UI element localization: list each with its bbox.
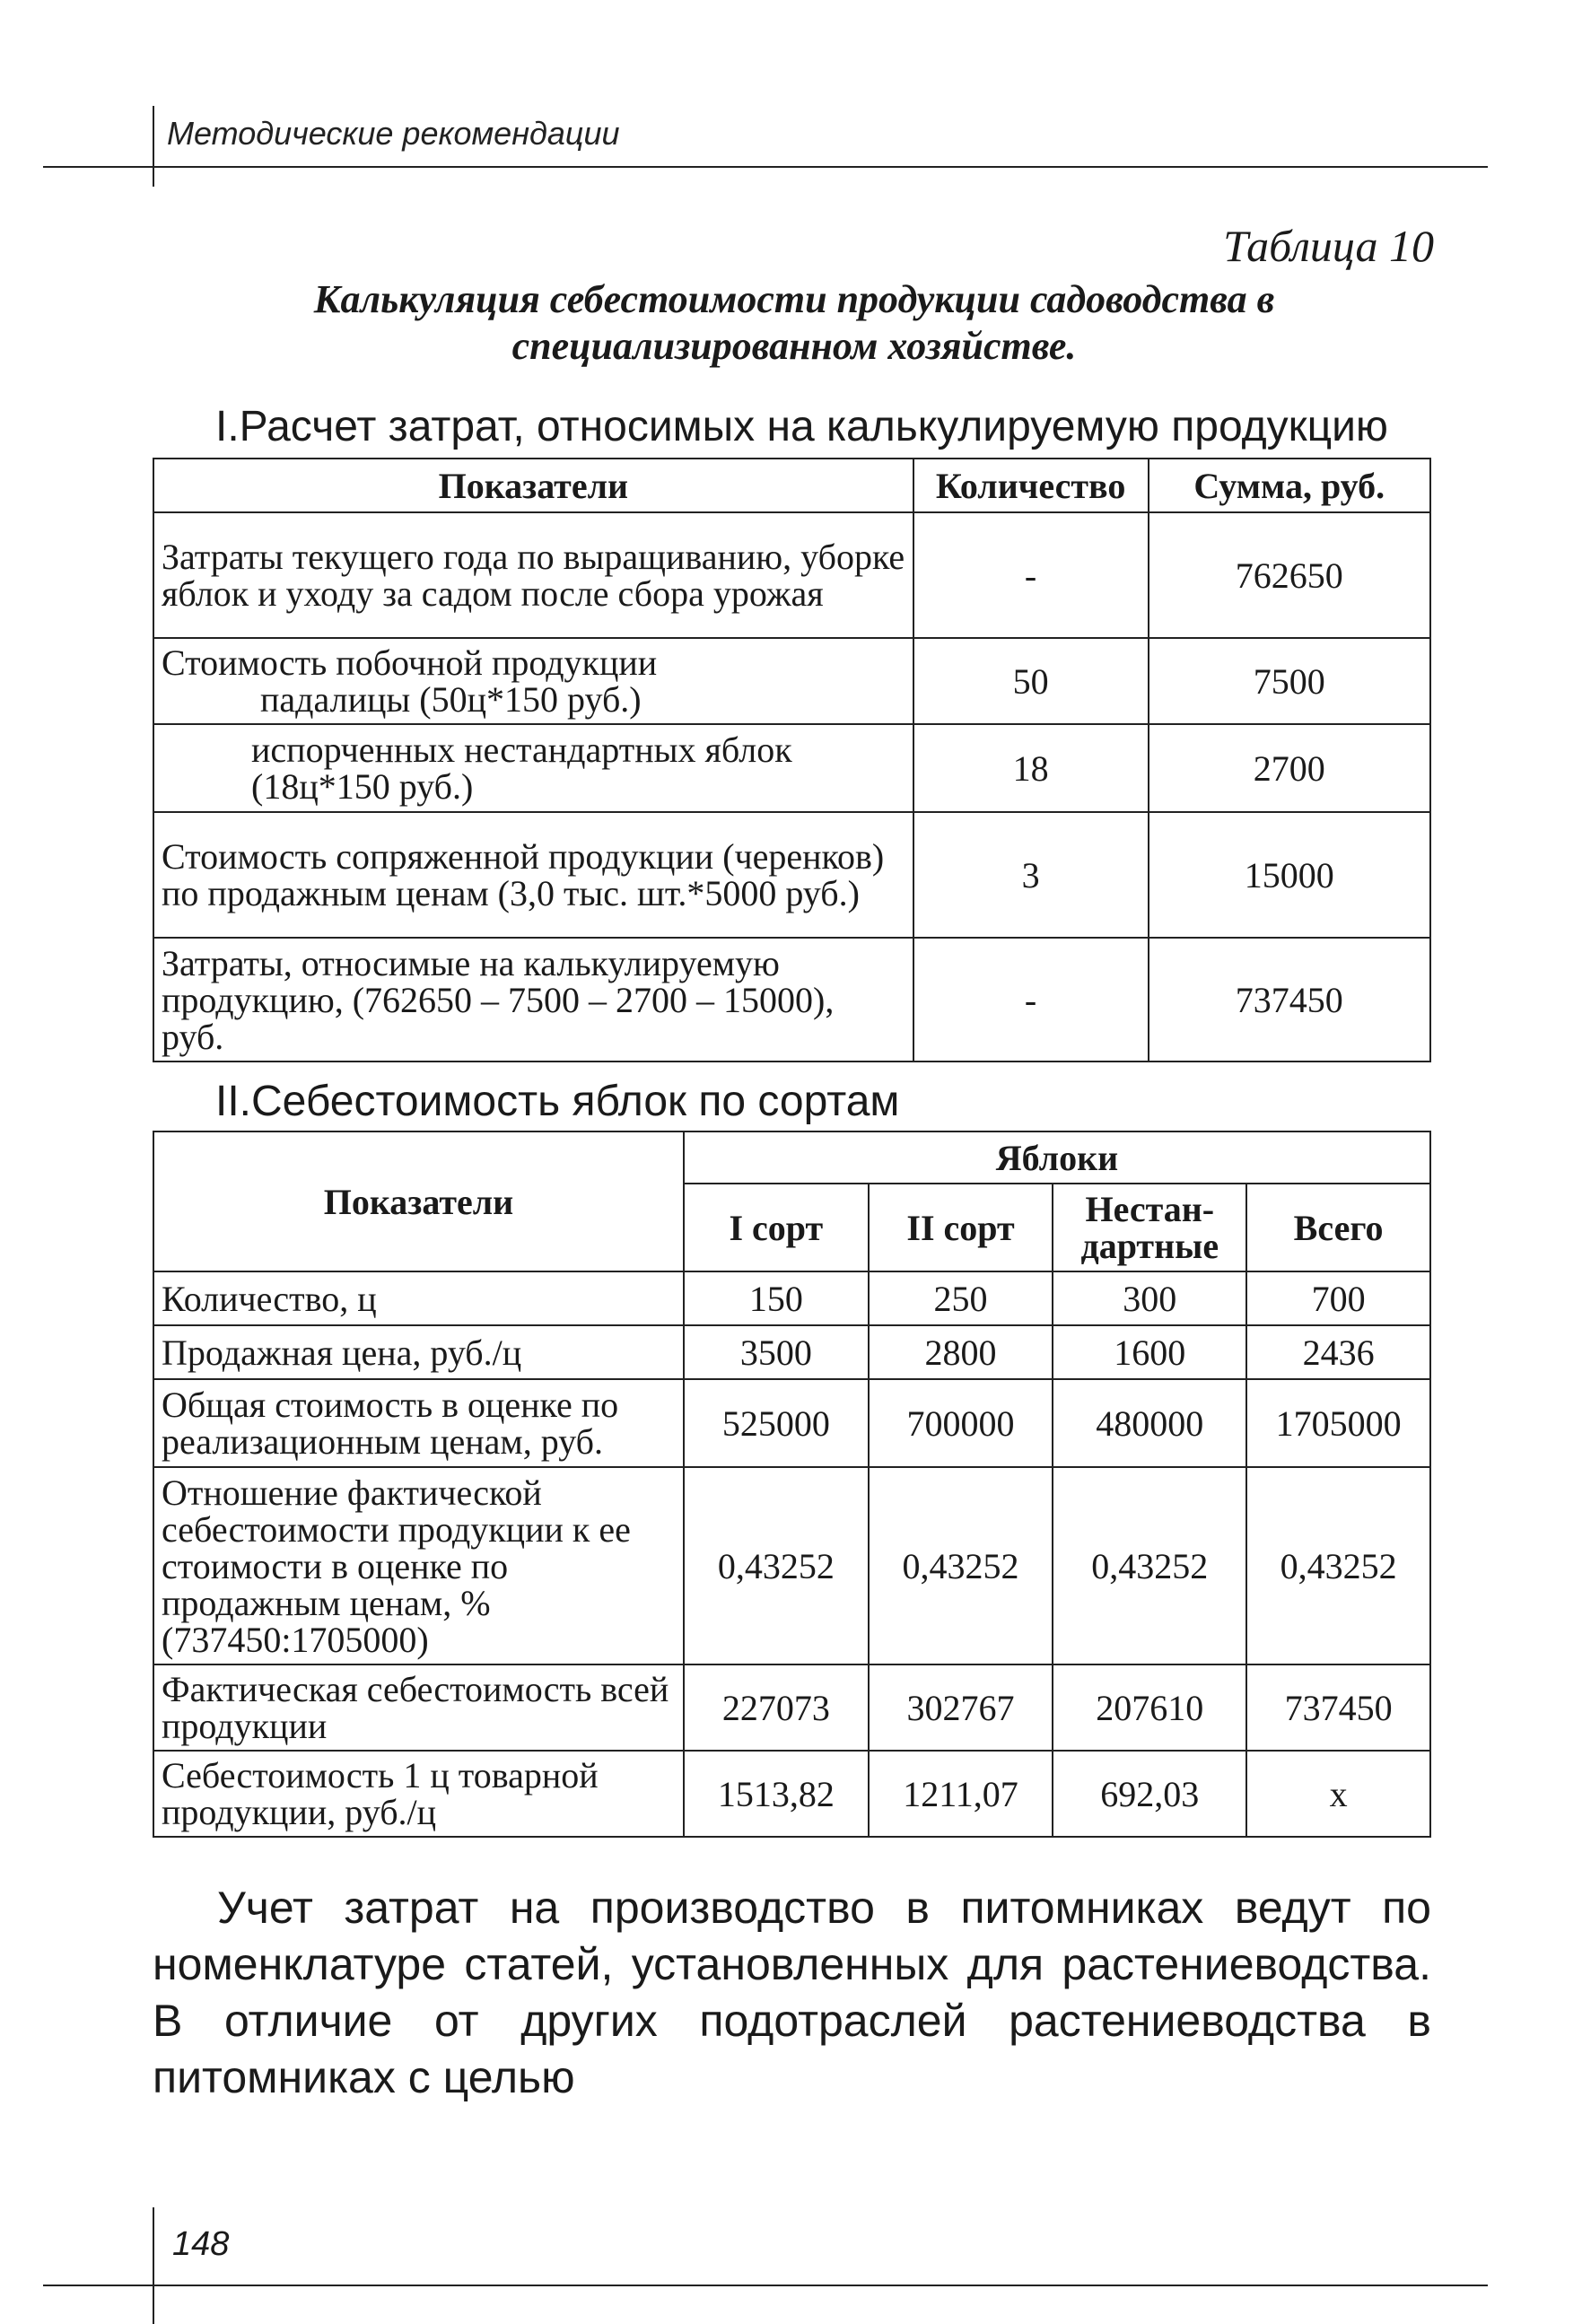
row-label: Стоимость побочной продукции <box>162 642 658 683</box>
table-row <box>153 1325 1430 1379</box>
row-label: Фактическая себестоимость всей продукции <box>153 1664 684 1751</box>
cell-grade-1: 1513,82 <box>684 1751 869 1837</box>
row-sum: 762650 <box>1149 512 1431 638</box>
row-quantity: 3 <box>913 812 1149 938</box>
header-indicators: Показатели <box>153 1131 684 1271</box>
cell-nonstandard: 300 <box>1053 1271 1246 1325</box>
table-header-row <box>153 459 1430 512</box>
row-sum: 15000 <box>1149 812 1431 938</box>
cell-total: 1705000 <box>1246 1379 1430 1467</box>
header-apples: Яблоки <box>684 1131 1430 1184</box>
row-sublabel: падалицы (50ц*150 руб.) <box>260 679 642 720</box>
cell-nonstandard: 0,43252 <box>1053 1467 1246 1664</box>
page-number: 148 <box>172 2225 230 2263</box>
cell-grade-1: 3500 <box>684 1325 869 1379</box>
table-title-line-1: Калькуляция себестоимости продукции садоводства в <box>313 277 1275 321</box>
row-quantity: 50 <box>913 638 1149 724</box>
row-quantity: 18 <box>913 724 1149 812</box>
header-grade-1: I сорт <box>684 1184 869 1271</box>
table-header-row <box>153 1131 1430 1184</box>
table-row <box>153 724 1430 812</box>
section-1-title: I.Расчет затрат, относимых на калькулируемую продукцию <box>215 403 1388 450</box>
cell-total: 0,43252 <box>1246 1467 1430 1664</box>
cell-grade-1: 150 <box>684 1271 869 1325</box>
running-title: Методические рекомендации <box>167 115 620 152</box>
row-label: Общая стоимость в оценке по реализационным ценам, руб. <box>153 1379 684 1467</box>
row-sum: 737450 <box>1149 938 1431 1062</box>
row-label: Себестоимость 1 ц товарной продукции, руб./ц <box>153 1751 684 1837</box>
cell-grade-2: 2800 <box>869 1325 1053 1379</box>
cell-grade-2: 302767 <box>869 1664 1053 1751</box>
cell-nonstandard: 207610 <box>1053 1664 1246 1751</box>
cell-nonstandard: 692,03 <box>1053 1751 1246 1837</box>
cell-grade-1: 227073 <box>684 1664 869 1751</box>
body-paragraph: Учет затрат на производство в питомниках ведут по номенклатуре статей, установленных для растениеводства. В отличие от других подотраслей растениеводства в питомниках с целью <box>153 1883 1431 2102</box>
cell-grade-2: 1211,07 <box>869 1751 1053 1837</box>
cell-nonstandard: 1600 <box>1053 1325 1246 1379</box>
row-label: Отношение фактической себестоимости продукции к ее стоимости в оценке по продажным ценам, % (737450:1705000) <box>153 1467 684 1664</box>
cost-allocation-table <box>153 458 1431 1062</box>
cell-total: 700 <box>1246 1271 1430 1325</box>
table-row <box>153 512 1430 638</box>
header-rule-vertical <box>153 106 154 187</box>
cell-total: 2436 <box>1246 1325 1430 1379</box>
table-row <box>153 938 1430 1062</box>
row-label: Количество, ц <box>153 1271 684 1325</box>
cell-grade-1: 525000 <box>684 1379 869 1467</box>
header-sum: Сумма, руб. <box>1149 459 1431 512</box>
row-label-cell <box>153 638 913 724</box>
table-row <box>153 638 1430 724</box>
table-row <box>153 1664 1430 1751</box>
table-row <box>153 1271 1430 1325</box>
table-title <box>153 276 1436 370</box>
header-quantity: Количество <box>913 459 1149 512</box>
cell-total: х <box>1246 1751 1430 1837</box>
section-2-title: II.Себестоимость яблок по сортам <box>215 1078 900 1125</box>
header-rule <box>43 166 1488 168</box>
row-sum: 2700 <box>1149 724 1431 812</box>
table-number: Таблица 10 <box>1223 221 1434 271</box>
table-row <box>153 1751 1430 1837</box>
footer-rule-vertical <box>153 2207 154 2324</box>
header-total: Всего <box>1246 1184 1430 1271</box>
header-grade-2: II сорт <box>869 1184 1053 1271</box>
row-label: Стоимость сопряженной продукции (черенков) по продажным ценам (3,0 тыс. шт.*5000 руб.) <box>153 812 913 938</box>
row-label: Продажная цена, руб./ц <box>153 1325 684 1379</box>
row-sum: 7500 <box>1149 638 1431 724</box>
header-nonstandard: Нестан-дартные <box>1053 1184 1246 1271</box>
table-row <box>153 1379 1430 1467</box>
row-label: Затраты текущего года по выращиванию, уборке яблок и уходу за садом после сбора урожая <box>153 512 913 638</box>
table-row <box>153 812 1430 938</box>
footer-rule <box>43 2285 1488 2286</box>
row-label: испорченных нестандартных яблок (18ц*150 руб.) <box>251 730 792 807</box>
cost-by-grade-table <box>153 1131 1431 1838</box>
table-title-line-2: специализированном хозяйстве. <box>511 324 1077 368</box>
cell-nonstandard: 480000 <box>1053 1379 1246 1467</box>
row-quantity: - <box>913 938 1149 1062</box>
row-quantity: - <box>913 512 1149 638</box>
cell-grade-2: 250 <box>869 1271 1053 1325</box>
row-label-cell <box>153 724 913 812</box>
cell-total: 737450 <box>1246 1664 1430 1751</box>
table-row <box>153 1467 1430 1664</box>
cell-grade-2: 0,43252 <box>869 1467 1053 1664</box>
header-indicators: Показатели <box>153 459 913 512</box>
row-label: Затраты, относимые на калькулируемую продукцию, (762650 – 7500 – 2700 – 15000), руб. <box>153 938 913 1062</box>
cell-grade-2: 700000 <box>869 1379 1053 1467</box>
cell-grade-1: 0,43252 <box>684 1467 869 1664</box>
